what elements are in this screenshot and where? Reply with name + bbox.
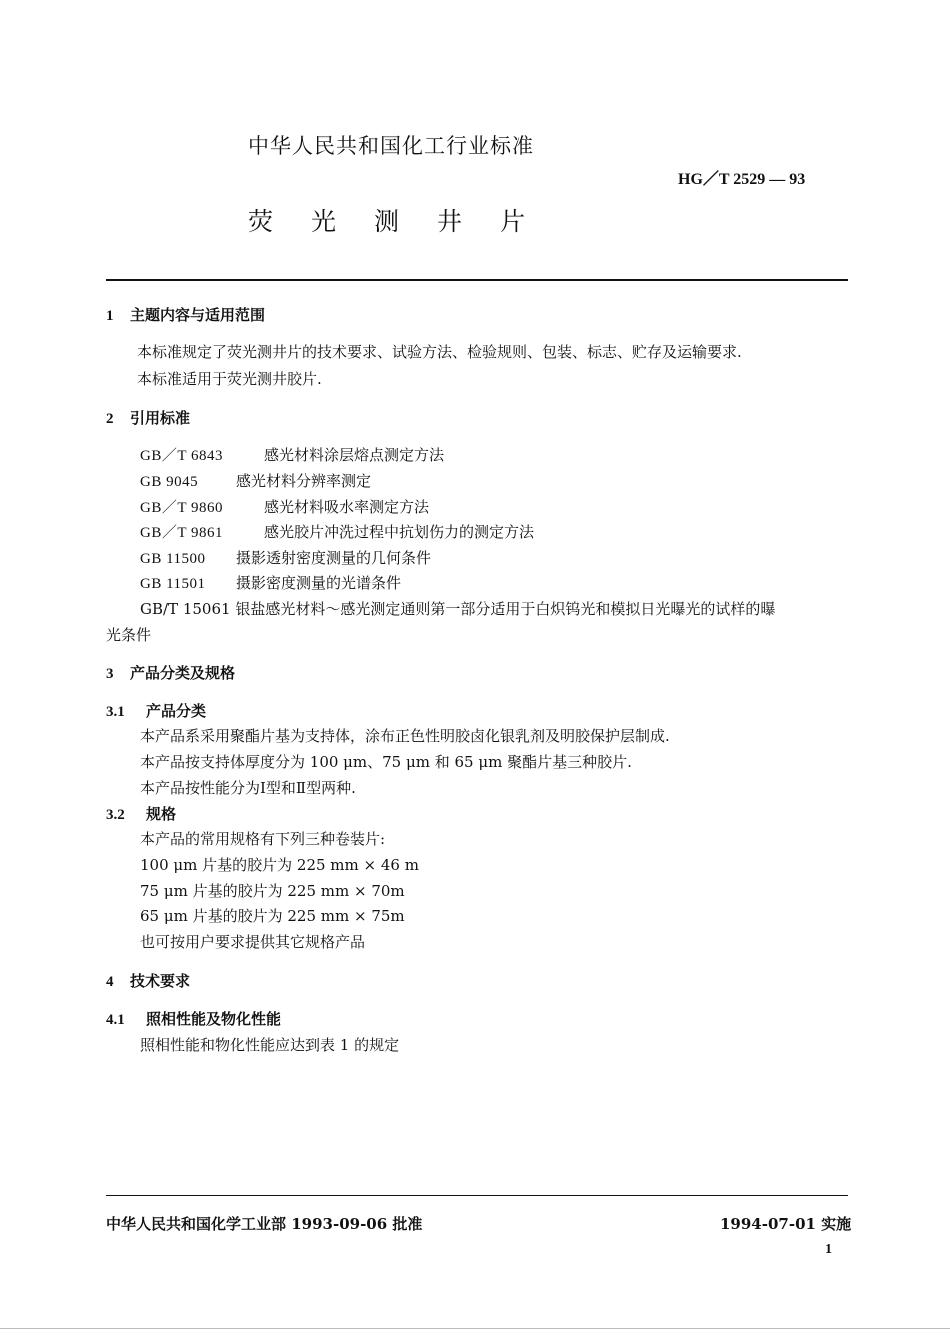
title-char: 荧 (248, 207, 274, 236)
section-2-heading: 2 引用标准 (106, 409, 191, 427)
title-char: 测 (374, 207, 400, 236)
paragraph: 本产品按支持体厚度分为 100 μm、75 μm 和 65 μm 聚酯片基三种胶片. (140, 753, 632, 771)
ref-item: GB／T 9860 感光材料吸水率测定方法 (140, 498, 430, 516)
ref-item: GB／T 6843 感光材料涂层熔点测定方法 (140, 446, 445, 464)
ref-item: GB 11500 摄影透射密度测量的几何条件 (140, 549, 432, 567)
paragraph: 本标准规定了荧光测井片的技术要求、试验方法、检验规则、包装、标志、贮存及运输要求. (137, 343, 742, 361)
paragraph: 也可按用户要求提供其它规格产品 (140, 933, 366, 951)
paragraph: 本产品按性能分为Ⅰ型和Ⅱ型两种. (140, 779, 356, 797)
ref-item: GB 9045 感光材料分辨率测定 (140, 472, 372, 490)
title-char: 井 (437, 207, 463, 236)
standard-code: HG／T 2529 — 93 (678, 171, 806, 188)
scan-edge (0, 1328, 950, 1329)
section-4-heading: 4 技术要求 (106, 972, 191, 990)
spec-line: 100 μm 片基的胶片为 225 mm × 46 m (140, 856, 419, 874)
section-1-heading: 1 主题内容与适用范围 (106, 306, 266, 324)
section-3-heading: 3 产品分类及规格 (106, 664, 236, 682)
ref-item: GB／T 9861 感光胶片冲洗过程中抗划伤力的测定方法 (140, 523, 535, 541)
paragraph: 本标准适用于荧光测井胶片. (137, 370, 322, 388)
approval-line: 中华人民共和国化学工业部 1993-09-06 批准 (106, 1215, 423, 1233)
header-divider (106, 279, 848, 281)
document-title (248, 202, 563, 238)
title-char: 片 (500, 207, 526, 236)
ref-item-continuation: 光条件 (106, 626, 152, 644)
subsection-3-1-heading: 3.1 产品分类 (106, 702, 207, 720)
title-char: 光 (311, 207, 337, 236)
ref-item-long: GB/T 15061 银盐感光材料～感光测定通则第一部分适用于白炽钨光和模拟日光曝光的试样的曝 (140, 600, 776, 618)
ref-item: GB 11501 摄影密度测量的光谱条件 (140, 574, 402, 592)
paragraph: 本产品的常用规格有下列三种卷装片: (140, 830, 386, 848)
subsection-3-2-heading: 3.2 规格 (106, 805, 177, 823)
effective-date: 1994-07-01 实施 (720, 1215, 852, 1233)
footer-divider (106, 1195, 848, 1196)
spec-line: 75 μm 片基的胶片为 225 mm × 70m (140, 882, 405, 900)
standard-name: 中华人民共和国化工行业标准 (248, 134, 534, 158)
subsection-4-1-heading: 4.1 照相性能及物化性能 (106, 1010, 282, 1028)
spec-line: 65 μm 片基的胶片为 225 mm × 75m (140, 907, 405, 925)
page-number: 1 (825, 1242, 832, 1257)
paragraph: 本产品系采用聚酯片基为支持体，涂布正色性明胶卤化银乳剂及明胶保护层制成. (140, 727, 670, 745)
paragraph: 照相性能和物化性能应达到表 1 的规定 (140, 1036, 400, 1054)
